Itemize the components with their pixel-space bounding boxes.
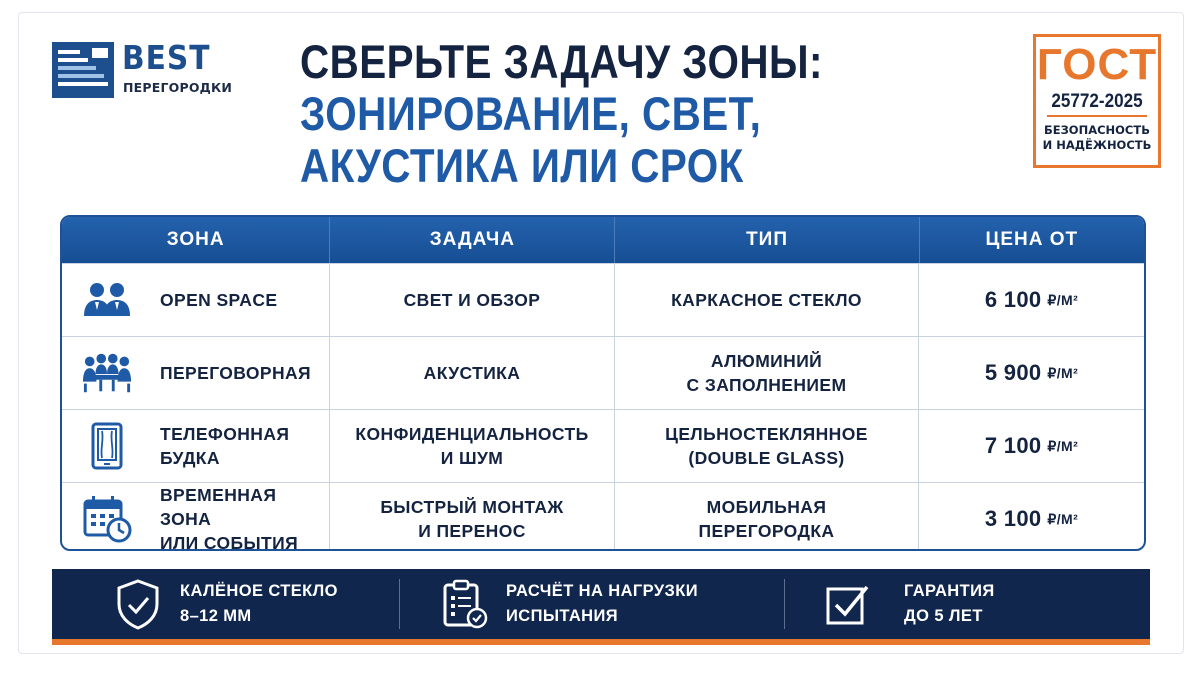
calendar-clock-icon xyxy=(82,496,132,542)
task-cell: БЫСТРЫЙ МОНТАЖ И ПЕРЕНОС xyxy=(330,483,615,551)
feature-divider xyxy=(784,579,785,629)
type-cell: МОБИЛЬНАЯ ПЕРЕГОРОДКА xyxy=(615,483,919,551)
feature-warranty xyxy=(820,576,995,632)
table-row[interactable] xyxy=(62,263,1144,336)
feature-load-calc xyxy=(436,576,698,632)
price-value: 3 100 xyxy=(984,506,1042,531)
clipboard-check-icon xyxy=(436,576,492,632)
shield-icon xyxy=(110,576,166,632)
title-line-1: СВЕРЬТЕ ЗАДАЧУ ЗОНЫ: xyxy=(300,35,823,88)
zone-cell xyxy=(62,483,330,551)
price-value: 5 900 xyxy=(984,360,1042,385)
table-row[interactable] xyxy=(62,336,1144,409)
price-cell xyxy=(919,264,1144,336)
title-line-3: АКУСТИКА ИЛИ СРОК xyxy=(300,139,744,192)
zone-label: OPEN SPACE xyxy=(160,290,278,310)
gost-divider xyxy=(1047,115,1147,117)
table-row[interactable] xyxy=(62,409,1144,482)
zone-label: ВРЕМЕННАЯ ЗОНА ИЛИ СОБЫТИЯ xyxy=(160,485,299,551)
logo-mark-icon xyxy=(52,42,114,98)
feature-text: КАЛЁНОЕ СТЕКЛО 8–12 ММ xyxy=(180,582,338,625)
task-cell: СВЕТ И ОБЗОР xyxy=(330,264,615,336)
gost-title: ГОСТ xyxy=(1036,40,1158,89)
header-task: ЗАДАЧА xyxy=(330,217,615,263)
price-value: 6 100 xyxy=(984,287,1042,312)
price-unit: ₽/М² xyxy=(1047,365,1079,381)
phone-booth-icon xyxy=(82,423,132,469)
price-cell xyxy=(919,483,1144,551)
gost-badge xyxy=(1033,34,1161,168)
feature-text: ГАРАНТИЯ ДО 5 ЛЕТ xyxy=(904,582,995,625)
price-cell xyxy=(919,337,1144,409)
zone-label: ТЕЛЕФОННАЯ БУДКА xyxy=(160,424,290,468)
zone-cell xyxy=(62,410,330,482)
zones-table xyxy=(60,215,1146,551)
type-cell: КАРКАСНОЕ СТЕКЛО xyxy=(615,264,919,336)
price-unit: ₽/М² xyxy=(1047,438,1079,454)
people-icon xyxy=(82,277,132,323)
header-zone: ЗОНА xyxy=(62,217,330,263)
price-value: 7 100 xyxy=(984,433,1042,458)
gost-subtitle-2: И НАДЁЖНОСТЬ xyxy=(1042,138,1152,152)
zone-cell xyxy=(62,264,330,336)
zone-label: ПЕРЕГОВОРНАЯ xyxy=(160,363,312,383)
feature-tempered-glass xyxy=(110,576,338,632)
feature-text: РАСЧЁТ НА НАГРУЗКИ ИСПЫТАНИЯ xyxy=(506,582,698,625)
gost-subtitle-1: БЕЗОПАСНОСТЬ xyxy=(1044,123,1150,137)
brand-logo[interactable] xyxy=(52,38,242,98)
logo-word: BEST xyxy=(122,38,211,77)
title-line-2: ЗОНИРОВАНИЕ, СВЕТ, xyxy=(300,87,762,140)
logo-subtitle: ПЕРЕГОРОДКИ xyxy=(123,80,233,95)
header-type: ТИП xyxy=(615,217,919,263)
feature-divider xyxy=(399,579,400,629)
task-cell: КОНФИДЕНЦИАЛЬНОСТЬ И ШУМ xyxy=(330,410,615,482)
type-cell: ЦЕЛЬНОСТЕКЛЯННОЕ (DOUBLE GLASS) xyxy=(615,410,919,482)
price-cell xyxy=(919,410,1144,482)
table-row[interactable] xyxy=(62,482,1144,551)
checkbox-icon xyxy=(820,576,876,632)
table-header xyxy=(62,217,1144,263)
gost-number: 25772-2025 xyxy=(1051,91,1143,112)
zone-cell xyxy=(62,337,330,409)
page-title xyxy=(300,36,850,192)
type-cell: АЛЮМИНИЙ С ЗАПОЛНЕНИЕМ xyxy=(615,337,919,409)
features-band xyxy=(52,569,1150,645)
price-unit: ₽/М² xyxy=(1047,292,1079,308)
meeting-icon xyxy=(82,350,132,396)
price-unit: ₽/М² xyxy=(1047,511,1079,527)
task-cell: АКУСТИКА xyxy=(330,337,615,409)
header-price: ЦЕНА ОТ xyxy=(985,229,1079,250)
